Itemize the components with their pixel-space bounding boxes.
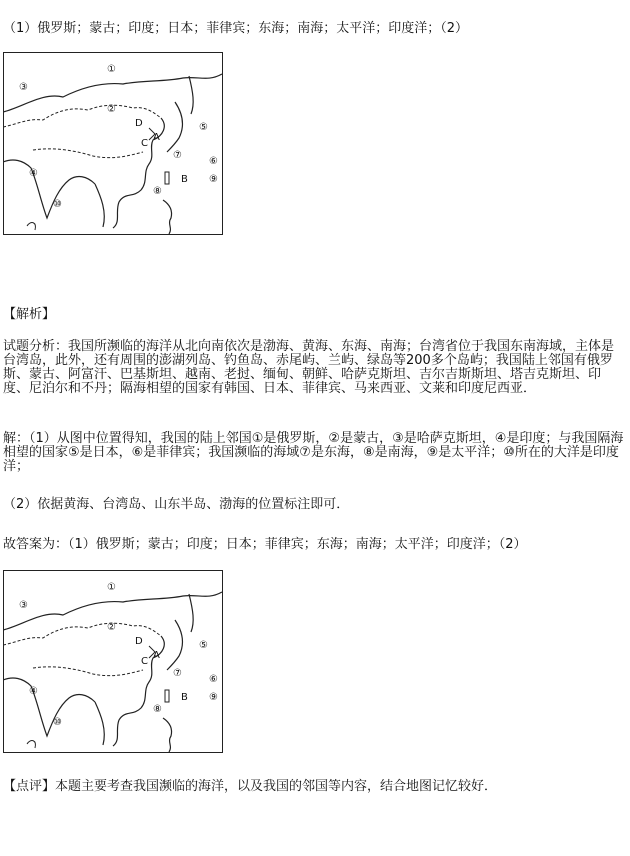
svg-text:②: ② [107,104,116,115]
final-answer-line: 故答案为：（1）俄罗斯；蒙古；印度；日本；菲律宾；东海；南海；太平洋；印度洋；（2） [3,537,527,552]
analysis-paragraph: 试题分析：我国所濒临的海洋从北向南依次是渤海、黄海、东海、南海；台湾省位于我国东南海域，主体是台湾岛，此外，还有周围的澎湖列岛、钓鱼岛、赤尾屿、兰屿、绿岛等200多个岛屿；我国陆上邻国有俄罗斯、蒙古、阿富汗、巴基斯坦、越南、老挝、缅甸、朝鲜、哈萨克斯坦、吉尔吉斯斯坦、塔吉克斯坦、印度、尼泊尔和不丹；隔海相望的国家有韩国、日本、菲律宾、马来西亚、文莱和印度尼西亚． [3,339,615,396]
asia-map-top [3,52,223,235]
svg-text:③: ③ [19,600,28,611]
svg-text:①: ① [107,582,116,593]
asia-map-svg-2 [3,570,223,753]
svg-text:⑥: ⑥ [209,156,218,167]
solution-paragraph: 解：（1）从图中位置得知，我国的陆上邻国①是俄罗斯，②是蒙古，③是哈萨克斯坦，④是印度；与我国隔海相望的国家⑤是日本，⑥是菲律宾；我国濒临的海域⑦是东海，⑧是南海，⑨是太平洋；⑩所在的大洋是印度洋； [3,431,624,474]
svg-text:⑩: ⑩ [53,717,62,728]
svg-text:B: B [181,692,188,703]
svg-text:D: D [135,636,143,647]
comment-line: 【点评】本题主要考查我国濒临的海洋，以及我国的邻国等内容，结合地图记忆较好． [3,779,498,794]
svg-text:A: A [153,650,160,661]
svg-text:④: ④ [29,686,38,697]
svg-text:D: D [135,118,143,129]
svg-text:④: ④ [29,168,38,179]
svg-text:⑩: ⑩ [53,199,62,210]
svg-text:B: B [181,174,188,185]
answer-line: （1）俄罗斯；蒙古；印度；日本；菲律宾；东海；南海；太平洋；印度洋；（2） [3,21,469,36]
svg-text:C: C [141,656,148,667]
part2-line: （2）依据黄海、台湾岛、山东半岛、渤海的位置标注即可． [3,497,350,512]
svg-text:⑨: ⑨ [209,174,218,185]
svg-text:⑥: ⑥ [209,674,218,685]
svg-text:⑧: ⑧ [153,186,162,197]
svg-text:C: C [141,138,148,149]
svg-text:⑧: ⑧ [153,704,162,715]
asia-map-bottom [3,570,223,753]
svg-text:①: ① [107,64,116,75]
svg-text:③: ③ [19,82,28,93]
svg-text:⑤: ⑤ [199,640,208,651]
svg-text:⑨: ⑨ [209,692,218,703]
svg-text:⑦: ⑦ [173,150,182,161]
svg-text:②: ② [107,622,116,633]
svg-text:A: A [153,132,160,143]
asia-map-svg [3,52,223,235]
jiexi-heading: 【解析】 [3,307,56,322]
svg-text:⑦: ⑦ [173,668,182,679]
svg-text:⑤: ⑤ [199,122,208,133]
